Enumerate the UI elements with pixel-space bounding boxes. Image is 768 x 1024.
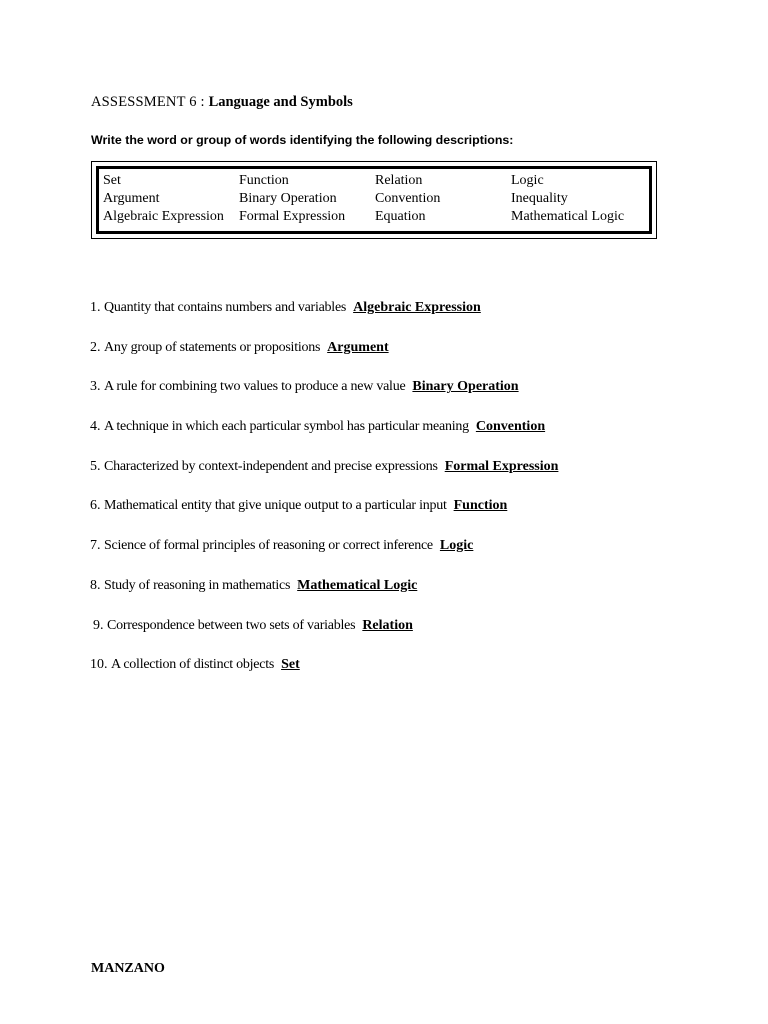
- question-answer: Logic: [439, 538, 474, 554]
- question-number: 5.: [90, 458, 101, 474]
- question-answer: Algebraic Expression: [353, 300, 481, 315]
- question-item: [90, 418, 558, 458]
- question-list: [90, 299, 558, 696]
- question-number: 9.: [93, 617, 104, 633]
- word-bank-term: Convention: [375, 191, 441, 206]
- question-answer: Set: [281, 657, 300, 673]
- question-answer: Function: [453, 498, 508, 514]
- assessment-title-prefix: ASSESSMENT 6 :: [91, 94, 209, 110]
- question-number: 4.: [90, 419, 101, 435]
- question-text: A technique in which each particular symbol has particular meaning: [104, 419, 469, 435]
- question-answer: Convention: [475, 419, 546, 435]
- word-bank-term: Algebraic Expression: [103, 209, 224, 224]
- word-bank-term: Formal Expression: [239, 209, 346, 224]
- question-item: [90, 656, 558, 696]
- question-item: [90, 577, 558, 617]
- question-text: Quantity that contains numbers and variables: [104, 300, 347, 315]
- question-text: Any group of statements or propositions: [104, 339, 321, 355]
- word-bank-term: Argument: [103, 191, 160, 206]
- word-bank-term: Inequality: [511, 191, 568, 206]
- assessment-title-main: Language and Symbols: [208, 94, 353, 110]
- word-bank-term: Relation: [375, 173, 423, 188]
- question-answer: Argument: [327, 339, 389, 355]
- question-answer: Mathematical Logic: [297, 577, 418, 593]
- question-number: 3.: [90, 379, 101, 395]
- question-text: Study of reasoning in mathematics: [104, 577, 291, 593]
- question-number: 1.: [90, 300, 101, 315]
- word-bank-term: Function: [239, 173, 289, 188]
- assessment-title: [91, 94, 353, 111]
- question-number: 6.: [90, 498, 101, 514]
- question-item: [90, 378, 558, 418]
- question-answer: Formal Expression: [444, 458, 559, 474]
- question-item: [90, 497, 558, 537]
- instruction-text: Write the word or group of words identifying the following descriptions:: [91, 133, 514, 147]
- word-bank-grid: [103, 172, 641, 226]
- question-answer: Relation: [362, 617, 413, 633]
- question-text: A rule for combining two values to produce a new value: [104, 379, 406, 395]
- question-item: [90, 299, 558, 339]
- word-bank-term: Binary Operation: [239, 191, 337, 206]
- word-bank-term: Equation: [375, 209, 426, 224]
- question-number: 7.: [90, 538, 101, 554]
- question-item: [90, 617, 558, 657]
- question-text: A collection of distinct objects: [111, 657, 275, 673]
- question-number: 2.: [90, 339, 101, 355]
- word-bank-box: [91, 161, 657, 239]
- question-item: [90, 458, 558, 498]
- question-item: [90, 537, 558, 577]
- question-answer: Binary Operation: [412, 379, 519, 395]
- question-text: Mathematical entity that give unique output to a particular input: [104, 498, 447, 514]
- question-item: [90, 339, 558, 379]
- word-bank-term: Set: [103, 173, 121, 188]
- question-text: Correspondence between two sets of variables: [107, 617, 356, 633]
- author-name: MANZANO: [91, 961, 165, 976]
- question-number: 10.: [90, 657, 108, 673]
- question-text: Science of formal principles of reasoning or correct inference: [104, 538, 433, 554]
- word-bank-term: Logic: [511, 173, 544, 188]
- word-bank-term: Mathematical Logic: [511, 209, 625, 224]
- question-text: Characterized by context-independent and precise expressions: [104, 458, 438, 474]
- question-number: 8.: [90, 577, 101, 593]
